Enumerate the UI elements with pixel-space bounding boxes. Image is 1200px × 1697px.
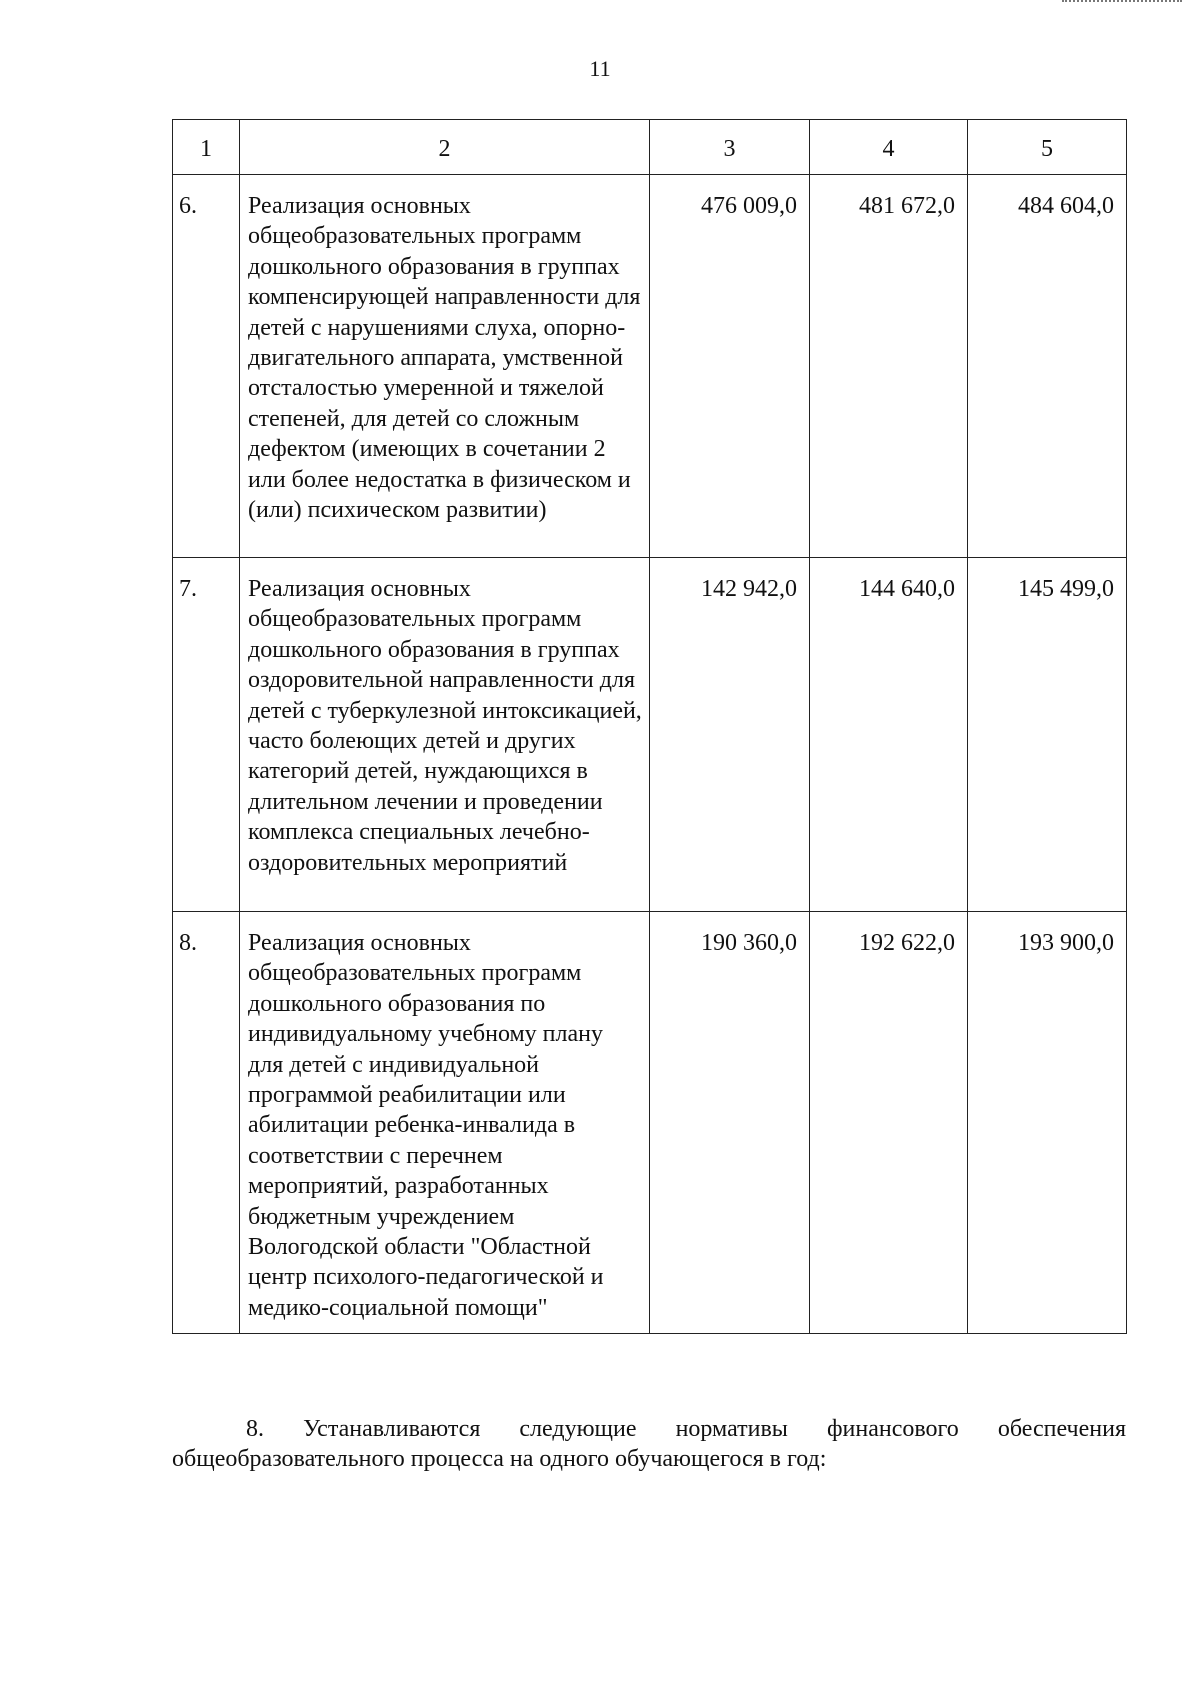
- column-header-1: 1: [173, 120, 240, 175]
- column-header-2: 2: [240, 120, 650, 175]
- row-value-col4: 481 672,0: [810, 175, 968, 558]
- row-number: 8.: [173, 912, 240, 1334]
- body-paragraph: 8. Устанавливаются следующие нормативы финансового обеспечения общеобразовательного процесса на одного обучающегося в год:: [172, 1416, 1126, 1473]
- row-description: Реализация основных общеобразовательных программ дошкольного образования в группах компенсирующей направленности для детей с нарушениями слуха, опорно-двигательного аппарата, умственной отсталостью умеренной и тяжелой степеней, для детей со сложным дефектом (имеющих в сочетании 2 или более недостатка в физическом и (или) психическом развитии): [240, 175, 650, 558]
- row-value-col5: 484 604,0: [968, 175, 1127, 558]
- row-value-col5: 145 499,0: [968, 558, 1127, 912]
- row-value-col3: 190 360,0: [650, 912, 810, 1334]
- table-row: [173, 175, 1127, 558]
- column-header-3: 3: [650, 120, 810, 175]
- column-header-5: 5: [968, 120, 1127, 175]
- funding-table: [172, 119, 1127, 1334]
- row-value-col4: 192 622,0: [810, 912, 968, 1334]
- table-header-row: [173, 120, 1127, 175]
- column-header-4: 4: [810, 120, 968, 175]
- row-description: Реализация основных общеобразовательных программ дошкольного образования в группах оздоровительной направленности для детей с туберкулезной интоксикацией, часто болеющих детей и других категорий детей, нуждающихся в длительном лечении и проведении комплекса специальных лечебно-оздоровительных мероприятий: [240, 558, 650, 912]
- scan-artifact: [1062, 0, 1182, 8]
- table-row: [173, 558, 1127, 912]
- row-value-col3: 142 942,0: [650, 558, 810, 912]
- row-number: 7.: [173, 558, 240, 912]
- table-row: [173, 912, 1127, 1334]
- row-value-col3: 476 009,0: [650, 175, 810, 558]
- row-number: 6.: [173, 175, 240, 558]
- row-value-col5: 193 900,0: [968, 912, 1127, 1334]
- row-description: Реализация основных общеобразовательных программ дошкольного образования по индивидуальному учебному плану для детей с индивидуальной программой реабилитации или абилитации ребенка-инвалида в соответствии с перечнем мероприятий, разработанных бюджетным учреждением Вологодской области "Областной центр психолого-педагогической и медико-социальной помощи": [240, 912, 650, 1334]
- page-number: 11: [589, 56, 611, 81]
- row-value-col4: 144 640,0: [810, 558, 968, 912]
